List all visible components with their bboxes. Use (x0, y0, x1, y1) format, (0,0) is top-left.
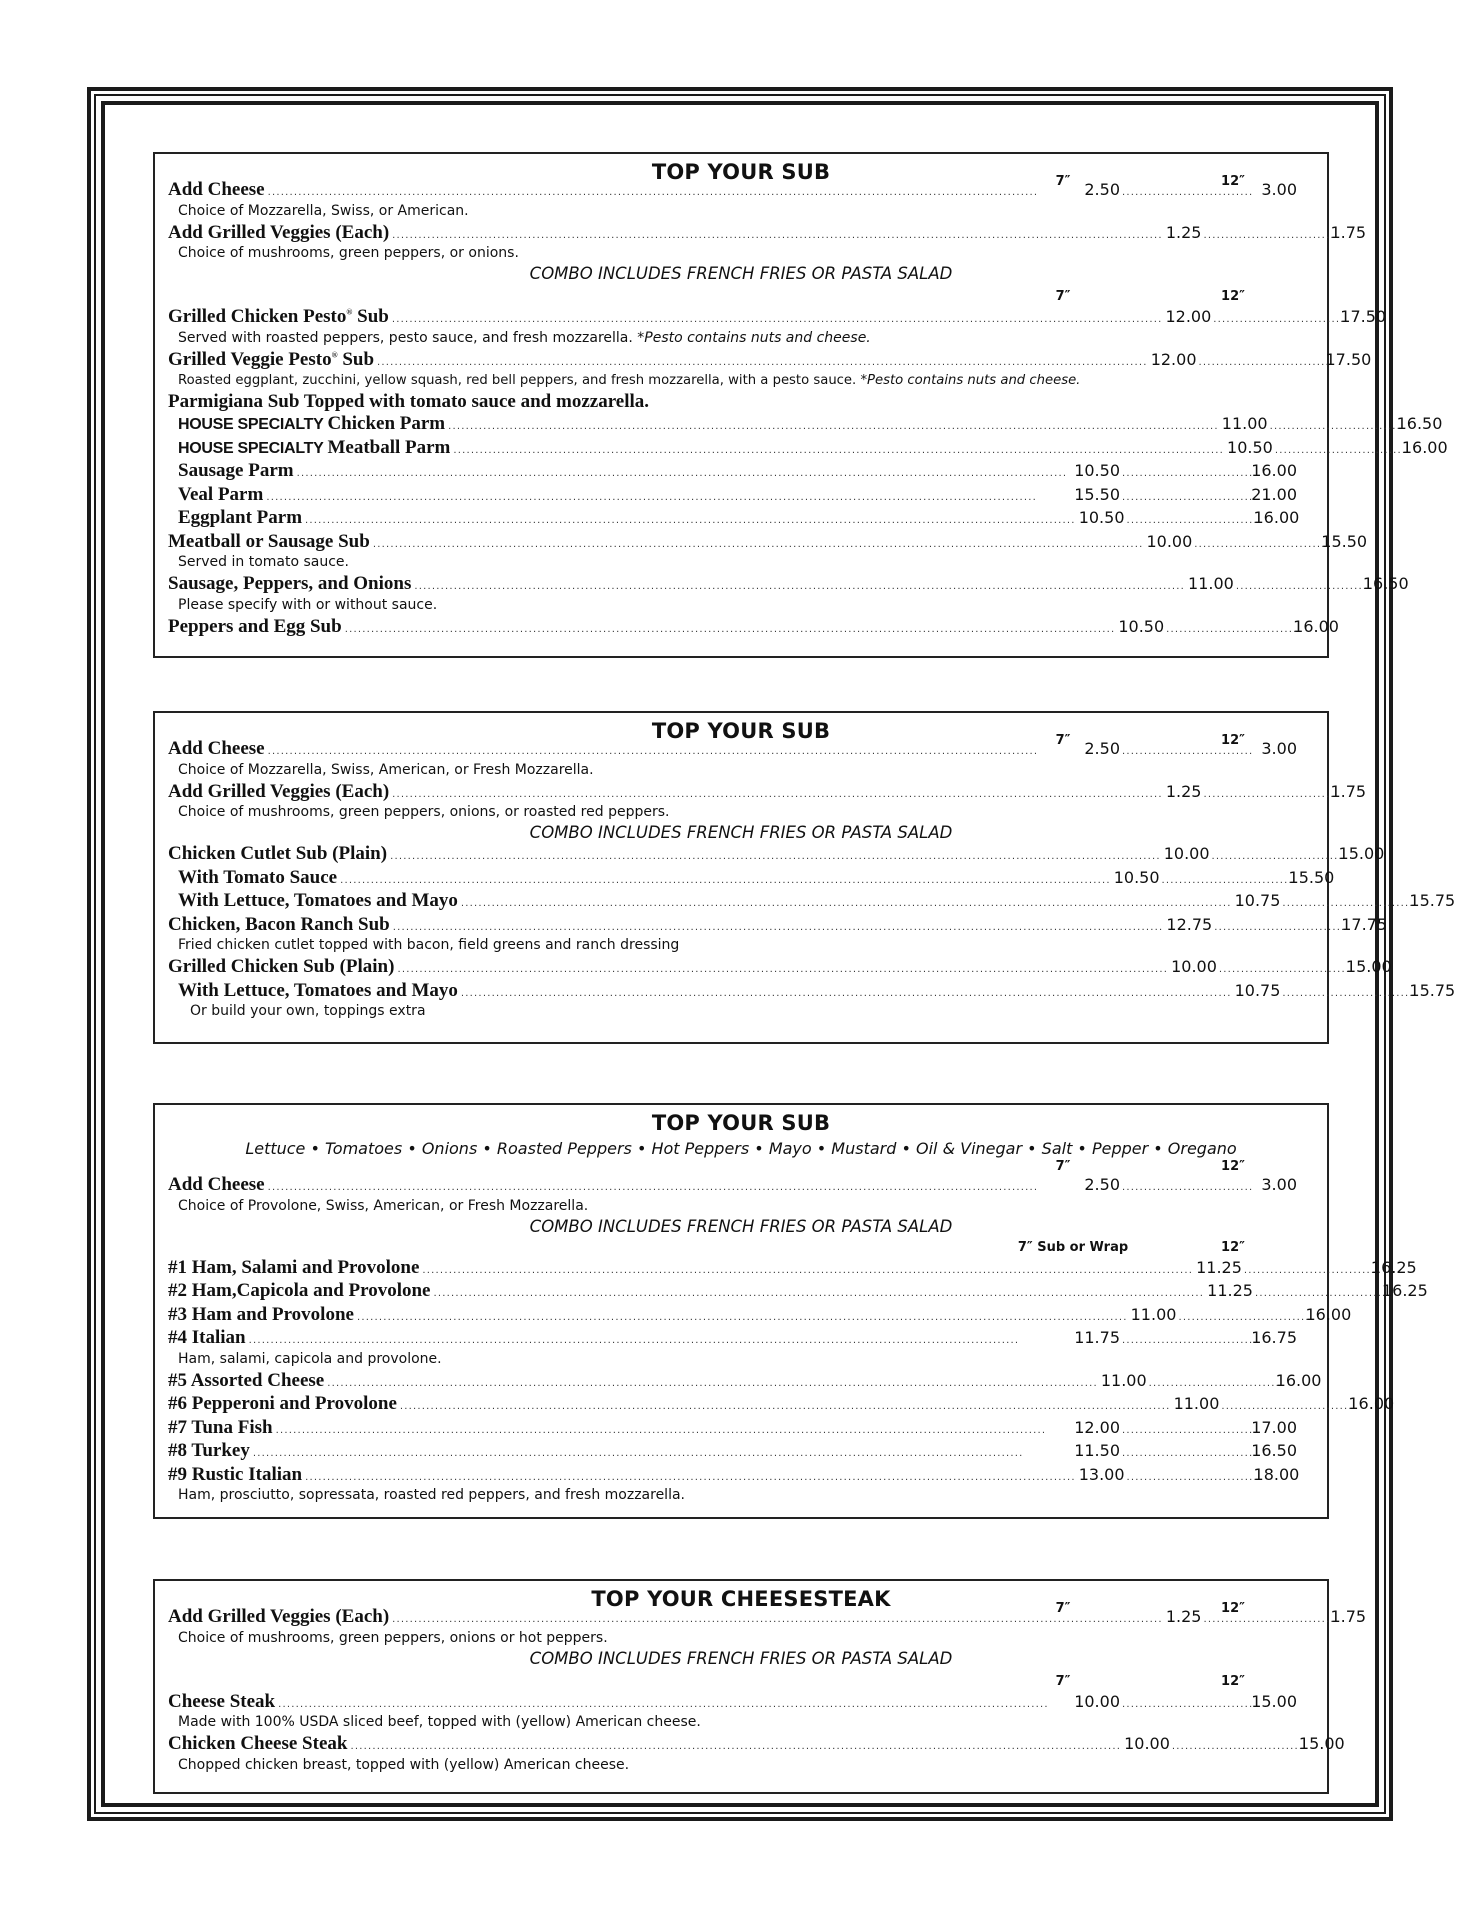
menu-item: Meatball or Sausage Sub ................................................................................................................................................................................ 10.00 .............................. 15.50 (168, 530, 1368, 552)
item-description: Ham, salami, capicola and provolone. (178, 1350, 442, 1367)
size-7-wrap-header: 7″ Sub or Wrap (1017, 1239, 1129, 1255)
menu-item: #1 Ham, Salami and Provolone ................................................................................................................................................................................ 11.25 .............................. 16.25 (168, 1256, 1417, 1278)
menu-item: Eggplant Parm ................................................................................................................................................................................ 10.50 .............................. 16.00 (178, 507, 1300, 528)
size-12-header: 12″ (1221, 1673, 1245, 1689)
size-7-header: 7″ (1055, 174, 1071, 189)
item-description: Or build your own, toppings extra (190, 1003, 426, 1019)
parmigiana-heading: Parmigiana Sub Topped with tomato sauce and mozzarella. (168, 391, 650, 412)
menu-item: With Lettuce, Tomatoes and Mayo ................................................................................................................................................................................ 10.75 .............................. 15.75 (178, 890, 1456, 911)
section-title: TOP YOUR SUB (651, 160, 831, 184)
menu-item: HOUSE SPECIALTY Chicken Parm ................................................................................................................................................................................ 11.00 .............................. 16.50 (178, 413, 1443, 434)
menu-section-cheesesteak (153, 1579, 1367, 1794)
menu-item: Veal Parm ................................................................................................................................................................................ 15.50 .............................. 21.00 (178, 483, 1297, 505)
size-7-header: 7″ (1055, 1159, 1071, 1174)
section-title: TOP YOUR SUB (651, 1111, 831, 1135)
item-description: Chopped chicken breast, topped with (yellow) American cheese. (178, 1756, 630, 1773)
menu-item: HOUSE SPECIALTY Meatball Parm ................................................................................................................................................................................ 10.50 .............................. 16.00 (178, 436, 1448, 458)
menu-item: Add Cheese ................................................................................................................................................................................ 2.50 .............................. 3.00 (168, 1174, 1297, 1195)
section-title: TOP YOUR SUB (651, 719, 831, 743)
menu-item: Add Grilled Veggies (Each) ................................................................................................................................................................................ 1.25 .............................. 1.75 (168, 221, 1367, 243)
menu-item: #2 Ham,Capicola and Provolone ................................................................................................................................................................................ 11.25 .............................. 16.25 (168, 1280, 1428, 1301)
toppings-list: Lettuce • Tomatoes • Onions • Roasted Peppers • Hot Peppers • Mayo • Mustard • Oil & Vinegar • Salt • Pepper • Oregano (245, 1139, 1237, 1158)
size-7-header: 7″ (1055, 289, 1071, 304)
combo-note: COMBO INCLUDES FRENCH FRIES OR PASTA SALAD (529, 1216, 953, 1236)
item-description: Fried chicken cutlet topped with bacon, field greens and ranch dressing (178, 937, 680, 953)
menu-item: Add Grilled Veggies (Each) ................................................................................................................................................................................ 1.25 .............................. 1.75 (168, 780, 1367, 802)
item-description: Roasted eggplant, zucchini, yellow squash, red bell peppers, and fresh mozzarella, with a pesto sauce. *Pesto contains nuts and cheese. (178, 373, 1081, 388)
item-description: Choice of Provolone, Swiss, American, or Fresh Mozzarella. (178, 1197, 589, 1214)
menu-section-subs-1 (153, 152, 1448, 658)
menu-item: Sausage Parm ................................................................................................................................................................................ 10.50 .............................. 16.00 (178, 460, 1297, 481)
menu-item: Add Cheese ................................................................................................................................................................................ 2.50 .............................. 3.00 (168, 738, 1297, 759)
size-7-header: 7″ (1055, 733, 1071, 748)
section-title: TOP YOUR CHEESESTEAK (591, 1587, 891, 1611)
combo-note: COMBO INCLUDES FRENCH FRIES OR PASTA SALAD (529, 264, 953, 283)
menu-item: #4 Italian ................................................................................................................................................................................ 11.75 .............................. 16.75 (168, 1327, 1297, 1348)
size-12-header: 12″ (1221, 1239, 1245, 1255)
size-12-header: 12″ (1221, 733, 1245, 748)
menu-item: With Lettuce, Tomatoes and Mayo ................................................................................................................................................................................ 10.75 .............................. 15.75 (178, 979, 1456, 1001)
combo-note: COMBO INCLUDES FRENCH FRIES OR PASTA SALAD (529, 823, 953, 842)
combo-note: COMBO INCLUDES FRENCH FRIES OR PASTA SALAD (529, 1648, 953, 1668)
menu-item: #3 Ham and Provolone ................................................................................................................................................................................ 11.00 .............................. 16.00 (168, 1303, 1352, 1325)
size-12-header: 12″ (1221, 1601, 1245, 1616)
menu-item: Chicken Cheese Steak ................................................................................................................................................................................ 10.00 .............................. 15.00 (168, 1733, 1345, 1754)
item-description: Choice of Mozzarella, Swiss, American, or Fresh Mozzarella. (178, 761, 594, 778)
menu-item: Chicken Cutlet Sub (Plain) ................................................................................................................................................................................ 10.00 .............................. 15.00 (168, 843, 1385, 864)
menu-item: Sausage, Peppers, and Onions ................................................................................................................................................................................ 11.00 .............................. 16.50 (168, 573, 1409, 594)
item-description: Ham, prosciutto, sopressata, roasted red peppers, and fresh mozzarella. (178, 1487, 685, 1503)
size-12-header: 12″ (1221, 289, 1245, 304)
menu-item: Grilled Chicken Sub (Plain) ................................................................................................................................................................................ 10.00 .............................. 15.00 (168, 956, 1392, 977)
menu-item: #9 Rustic Italian ................................................................................................................................................................................ 13.00 .............................. 18.00 (168, 1463, 1300, 1485)
menu-item: With Tomato Sauce ................................................................................................................................................................................ 10.50 .............................. 15.50 (178, 866, 1335, 888)
menu-item: Chicken, Bacon Ranch Sub ................................................................................................................................................................................ 12.75 .............................. 17.75 (168, 913, 1388, 935)
menu-item: Add Cheese ................................................................................................................................................................................ 2.50 .............................. 3.00 (168, 179, 1297, 200)
size-7-header: 7″ (1055, 1601, 1071, 1616)
menu-section-cold-subs (153, 1103, 1428, 1519)
menu-item: Grilled Chicken Pesto® Sub ................................................................................................................................................................................ 12.00 .............................. 17.50 (168, 306, 1387, 327)
item-description: Please specify with or without sauce. (178, 596, 438, 613)
item-description: Choice of mushrooms, green peppers, onions, or roasted red peppers. (178, 804, 670, 820)
menu-item: Cheese Steak ................................................................................................................................................................................ 10.00 .............................. 15.00 (168, 1690, 1297, 1712)
item-description: Choice of Mozzarella, Swiss, or American. (178, 202, 469, 219)
size-12-header: 12″ (1221, 174, 1245, 189)
menu-item: #5 Assorted Cheese ................................................................................................................................................................................ 11.00 .............................. 16.00 (168, 1369, 1322, 1391)
menu-section-subs-2 (153, 711, 1456, 1044)
menu-item: Grilled Veggie Pesto® Sub ................................................................................................................................................................................ 12.00 .............................. 17.50 (168, 348, 1372, 370)
item-description: Served in tomato sauce. (178, 554, 349, 570)
menu-item: Add Grilled Veggies (Each) ................................................................................................................................................................................ 1.25 .............................. 1.75 (168, 1606, 1367, 1627)
size-7-header: 7″ (1055, 1673, 1071, 1689)
item-description: Served with roasted peppers, pesto sauce, and fresh mozzarella. *Pesto contains nuts and cheese. (178, 329, 871, 346)
item-description: Choice of mushrooms, green peppers, or onions. (178, 245, 519, 261)
menu-item: #6 Pepperoni and Provolone ................................................................................................................................................................................ 11.00 .............................. 16.00 (168, 1393, 1395, 1414)
menu-item: #8 Turkey ................................................................................................................................................................................ 11.50 .............................. 16.50 (168, 1440, 1297, 1461)
menu-item: #7 Tuna Fish ................................................................................................................................................................................ 12.00 .............................. 17.00 (168, 1416, 1297, 1438)
size-12-header: 12″ (1221, 1159, 1245, 1174)
menu-item: Peppers and Egg Sub ................................................................................................................................................................................ 10.50 .............................. 16.00 (168, 615, 1339, 637)
item-description: Choice of mushrooms, green peppers, onions or hot peppers. (178, 1629, 608, 1646)
item-description: Made with 100% USDA sliced beef, topped with (yellow) American cheese. (178, 1714, 701, 1730)
